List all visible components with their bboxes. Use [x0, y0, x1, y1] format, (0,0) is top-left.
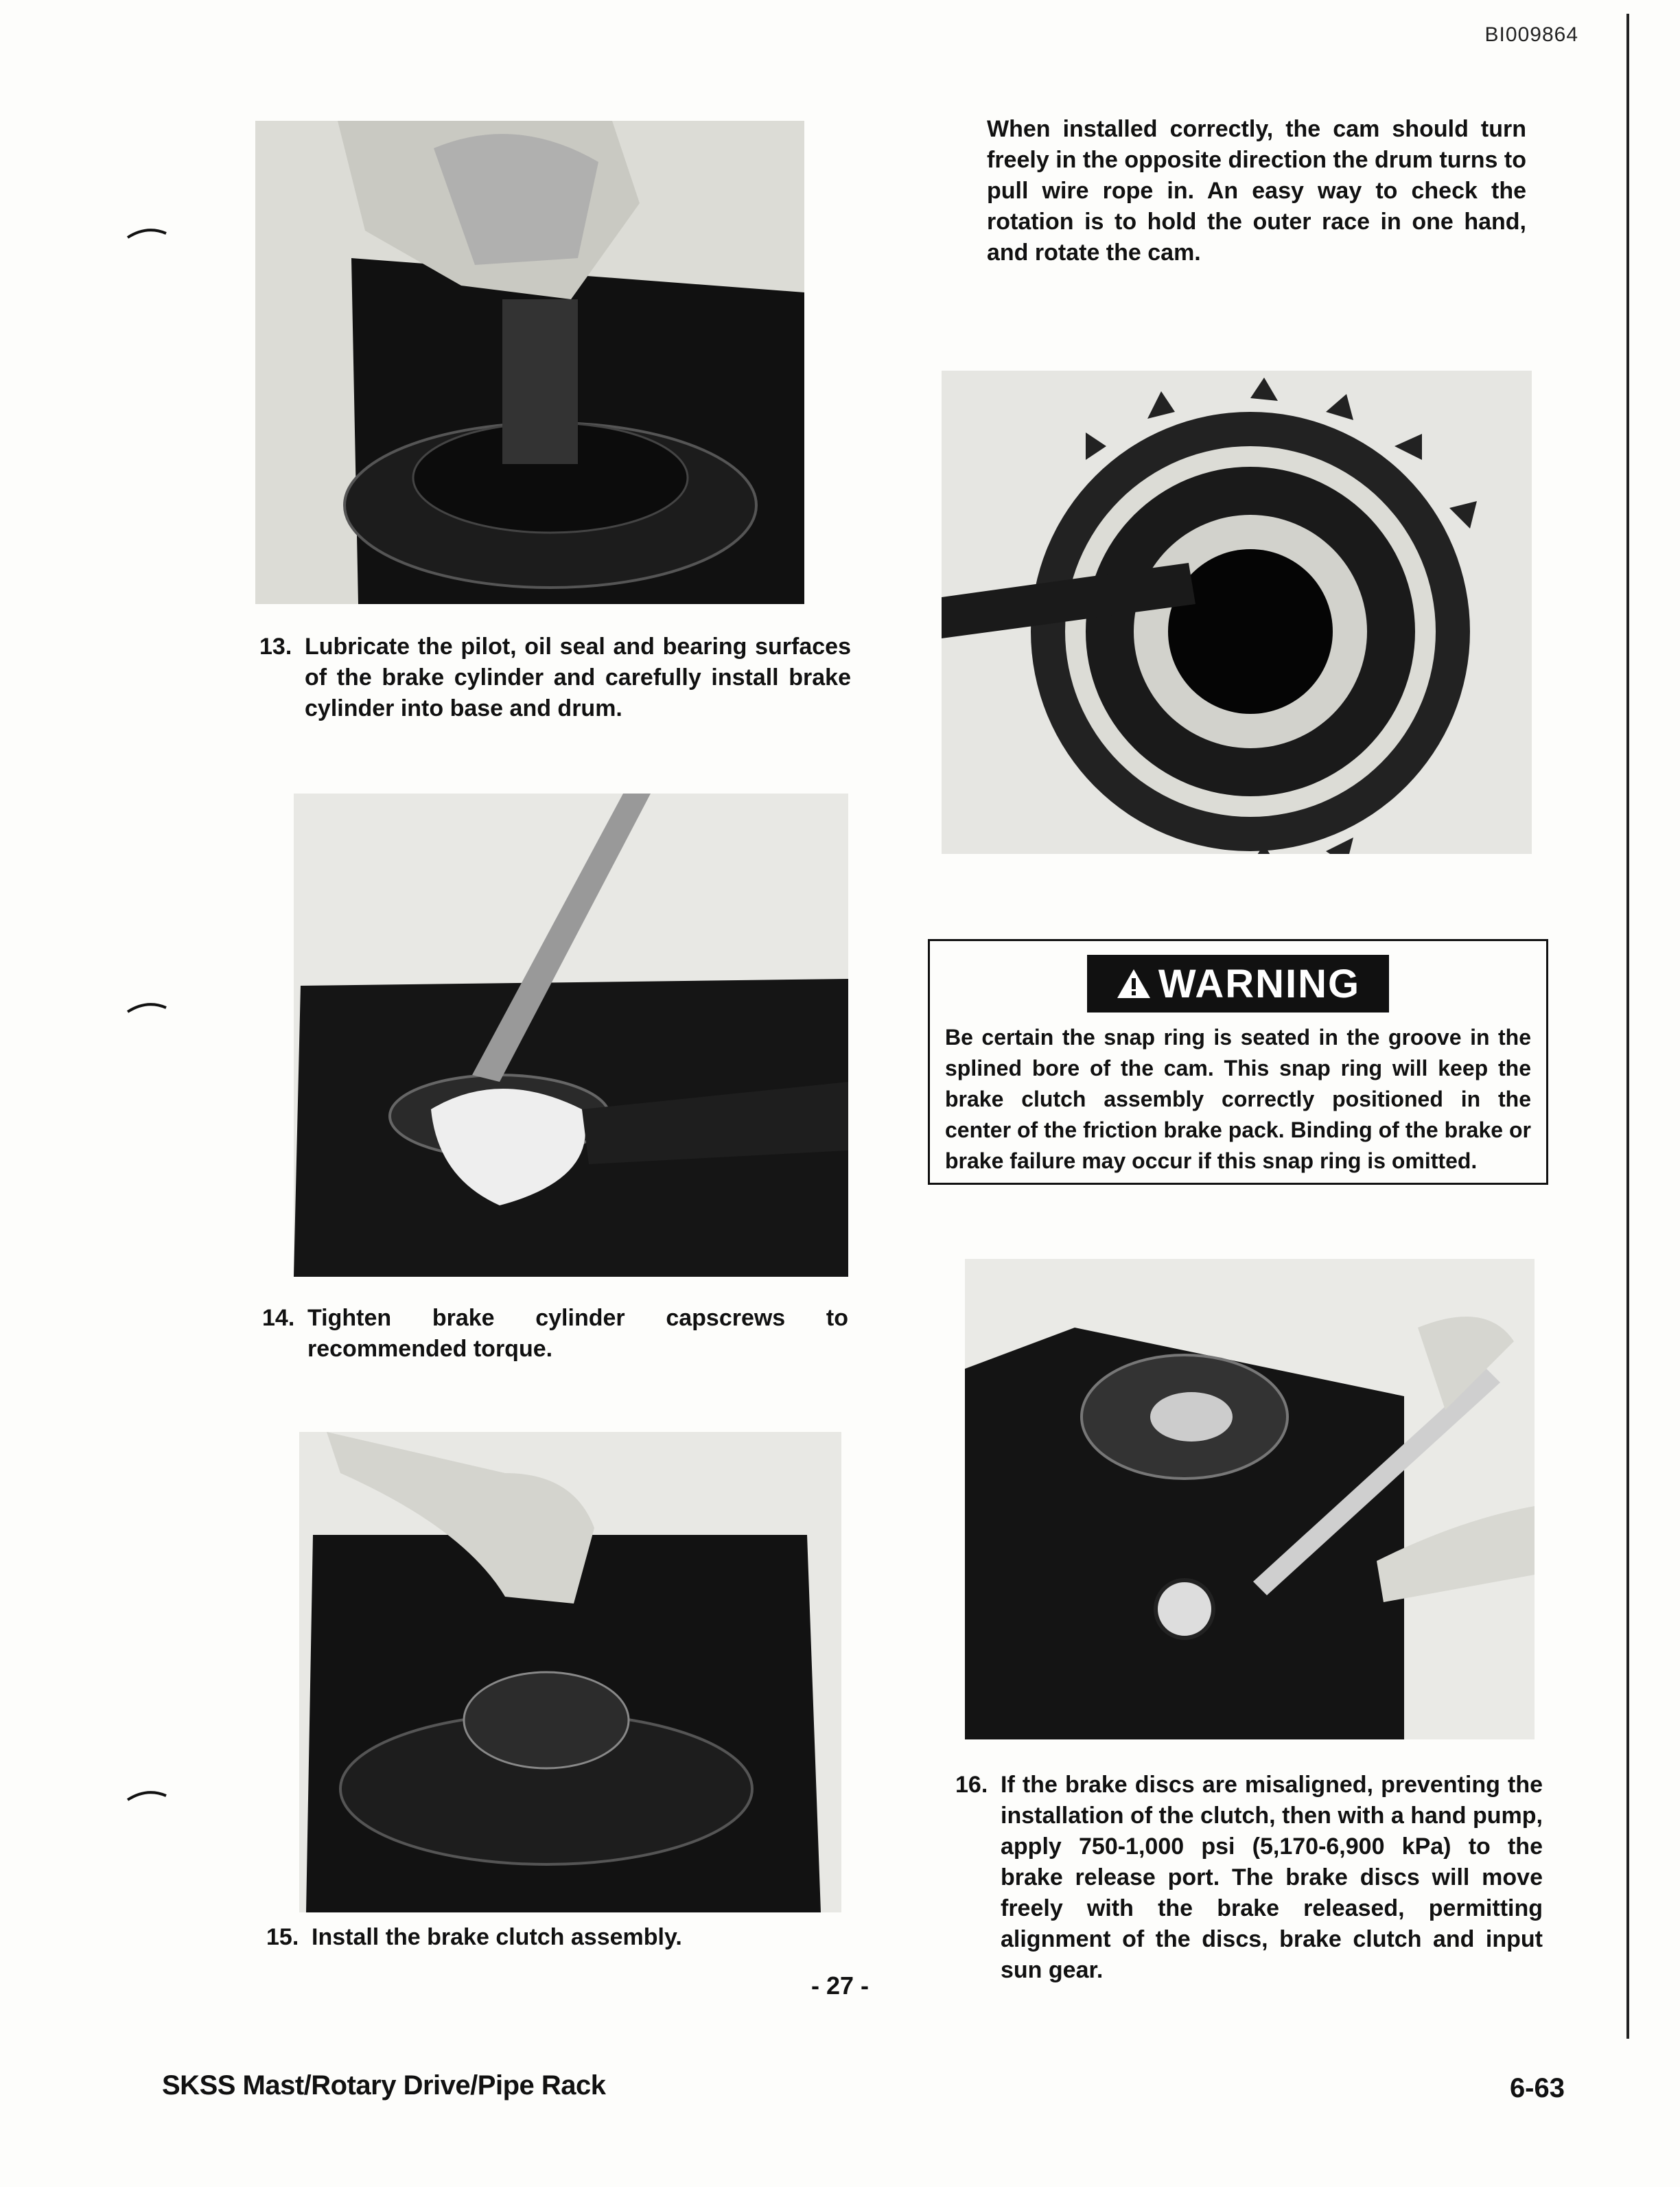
photo-cam-outer-race [942, 371, 1532, 854]
step-number: 16. [955, 1772, 988, 1798]
photo-hand-pump [965, 1259, 1535, 1739]
intro-paragraph: When installed correctly, the cam should turn freely in the opposite direction the drum turns to pull wire rope in. An easy way to check the rotation is to hold the outer race in one hand, and rotate the cam. [987, 116, 1526, 266]
warning-triangle-icon [1116, 968, 1152, 999]
binder-mark [126, 1789, 167, 1801]
warning-banner [1087, 955, 1389, 1012]
step-text: If the brake discs are misaligned, preventing the installation of the clutch, then with a hand pump, apply 750-1,000 psi (5,170-6,900 kPa) to the brake release port. The brake discs will move freely with the brake released, permitting alignment of the discs, brake clutch and input sun gear. [1001, 1772, 1543, 1983]
warning-title: WARNING [1158, 961, 1361, 1006]
photo-brake-clutch-install [299, 1432, 841, 1912]
step-text: Lubricate the pilot, oil seal and bearing surfaces of the brake cylinder and carefully install brake cylinder into base and drum. [305, 634, 851, 721]
page-number: - 27 - [810, 1971, 870, 2000]
step-15 [266, 1922, 856, 1953]
photo-tighten-capscrews [294, 794, 848, 1277]
manual-title: SKSS Mast/Rotary Drive/Pipe Rack [162, 2070, 606, 2101]
section-page-number: 6-63 [1509, 2073, 1565, 2103]
warning-text: Be certain the snap ring is seated in the groove in the splined bore of the cam. This snap ring will keep the brake clutch assembly correctly positioned in the center of the friction brake pack. Binding of the brake or brake failure may occur if this snap ring is omitted. [945, 1025, 1531, 1173]
binder-mark [126, 1001, 167, 1013]
step-number: 14. [262, 1305, 295, 1331]
step-13 [259, 632, 851, 724]
document-id: BI009864 [1484, 23, 1578, 46]
step-text: Tighten brake cylinder capscrews to recommended torque. [307, 1305, 848, 1362]
step-number: 15. [266, 1924, 299, 1950]
binder-mark [126, 227, 167, 239]
step-number: 13. [259, 634, 292, 660]
step-text: Install the brake clutch assembly. [312, 1924, 682, 1950]
warning-box [928, 939, 1548, 1185]
photo-brake-cylinder-install [255, 121, 804, 604]
margin-rule [1626, 14, 1629, 2039]
step-14 [262, 1303, 848, 1365]
step-16 [955, 1770, 1543, 1986]
